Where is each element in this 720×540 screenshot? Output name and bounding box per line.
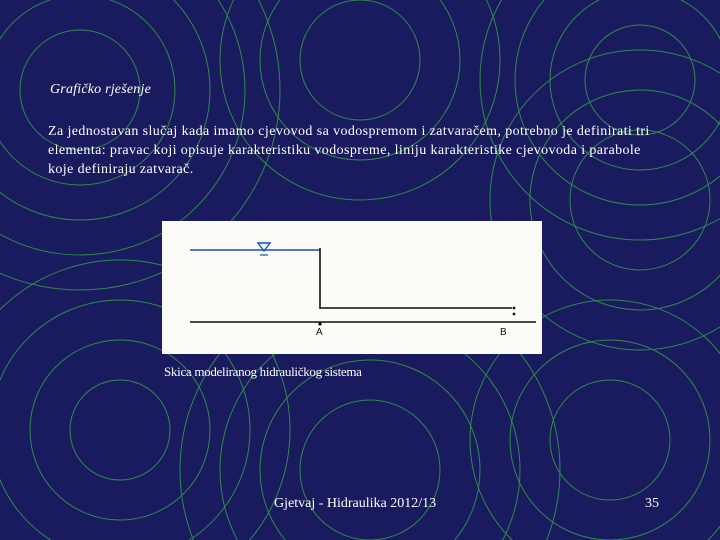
point-a-label: A bbox=[316, 327, 323, 338]
valve-dot bbox=[513, 307, 516, 310]
footer-text: Gjetvaj - Hidraulika 2012/13 bbox=[274, 496, 437, 511]
hydraulic-system-sketch bbox=[162, 221, 542, 354]
slide-footer bbox=[0, 496, 720, 516]
figure-caption: Skica modeliranog hidrauličkog sistema bbox=[164, 364, 362, 379]
point-b-label: B bbox=[500, 327, 507, 338]
slide-body-text: Za jednostavan slučaj kada imamo cjevovod sa vodospremom i zatvaračem, potrebno je definirati tri elementa: pravac koji opisuje karakteristiku vodospreme, liniju karakteristike cjevovoda i parabole koje definiraju zatvarač. bbox=[48, 124, 650, 177]
slide-title: Grafičko rješenje bbox=[50, 82, 151, 97]
page-number: 35 bbox=[645, 496, 659, 511]
